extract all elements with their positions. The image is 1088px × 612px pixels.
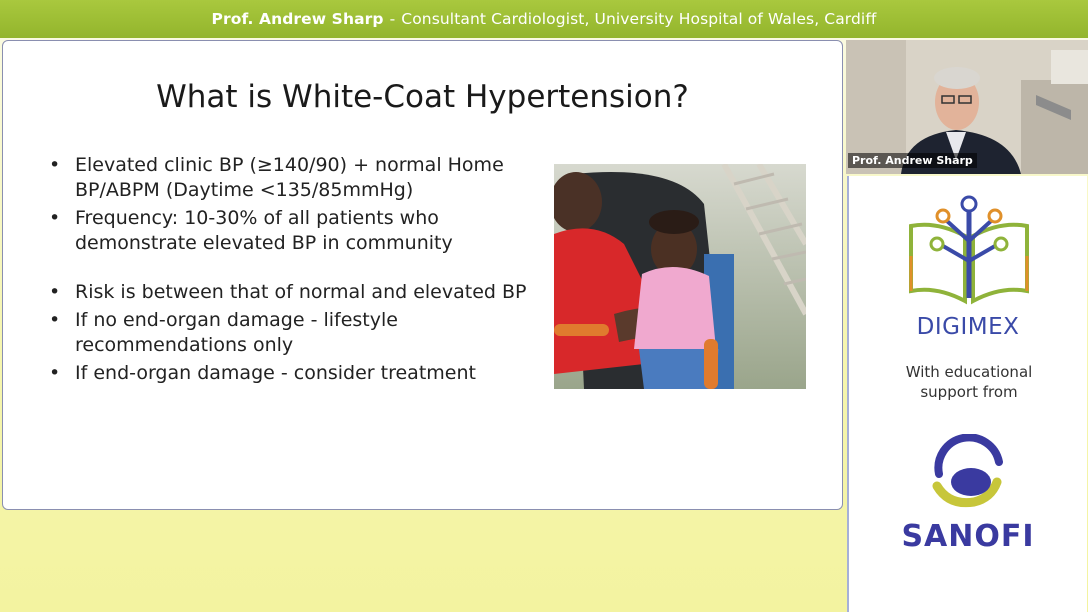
presenter-name: Prof. Andrew Sharp: [211, 10, 384, 28]
presenter-role: Consultant Cardiologist, University Hospital of Wales, Cardiff: [401, 10, 877, 28]
digimex-logo-icon: [907, 186, 1031, 306]
slide-title: What is White-Coat Hypertension?: [156, 79, 689, 115]
presenter-webcam: [846, 40, 1088, 174]
sanofi-label: SANOFI: [901, 519, 1035, 554]
presenter-header: [0, 0, 1088, 38]
bullet-item: • Elevated clinic BP (≥140/90) + normal Home BP/ABPM (Daytime <135/85mmHg): [49, 153, 529, 203]
rollercoaster-photo-icon: [554, 164, 806, 389]
digimex-label: DIGIMEX: [916, 314, 1020, 340]
bullet-item: • Frequency: 10-30% of all patients who demonstrate elevated BP in community: [49, 206, 529, 256]
bullet-item: • If no end-organ damage - lifestyle recommendations only: [49, 308, 529, 358]
bullet-item: • Risk is between that of normal and elevated BP: [49, 280, 529, 305]
presentation-slide: [2, 40, 843, 510]
sponsor-panel: [847, 176, 1087, 612]
bullet-item: • If end-organ damage - consider treatment: [49, 361, 529, 386]
slide-bullet-list: [49, 153, 529, 389]
rollercoaster-photo: [554, 164, 806, 389]
header-separator: -: [389, 10, 396, 28]
webcam-name-label: Prof. Andrew Sharp: [848, 153, 977, 168]
sanofi-logo-icon: [929, 434, 1009, 514]
educational-support-text: With educational support from: [905, 363, 1033, 401]
